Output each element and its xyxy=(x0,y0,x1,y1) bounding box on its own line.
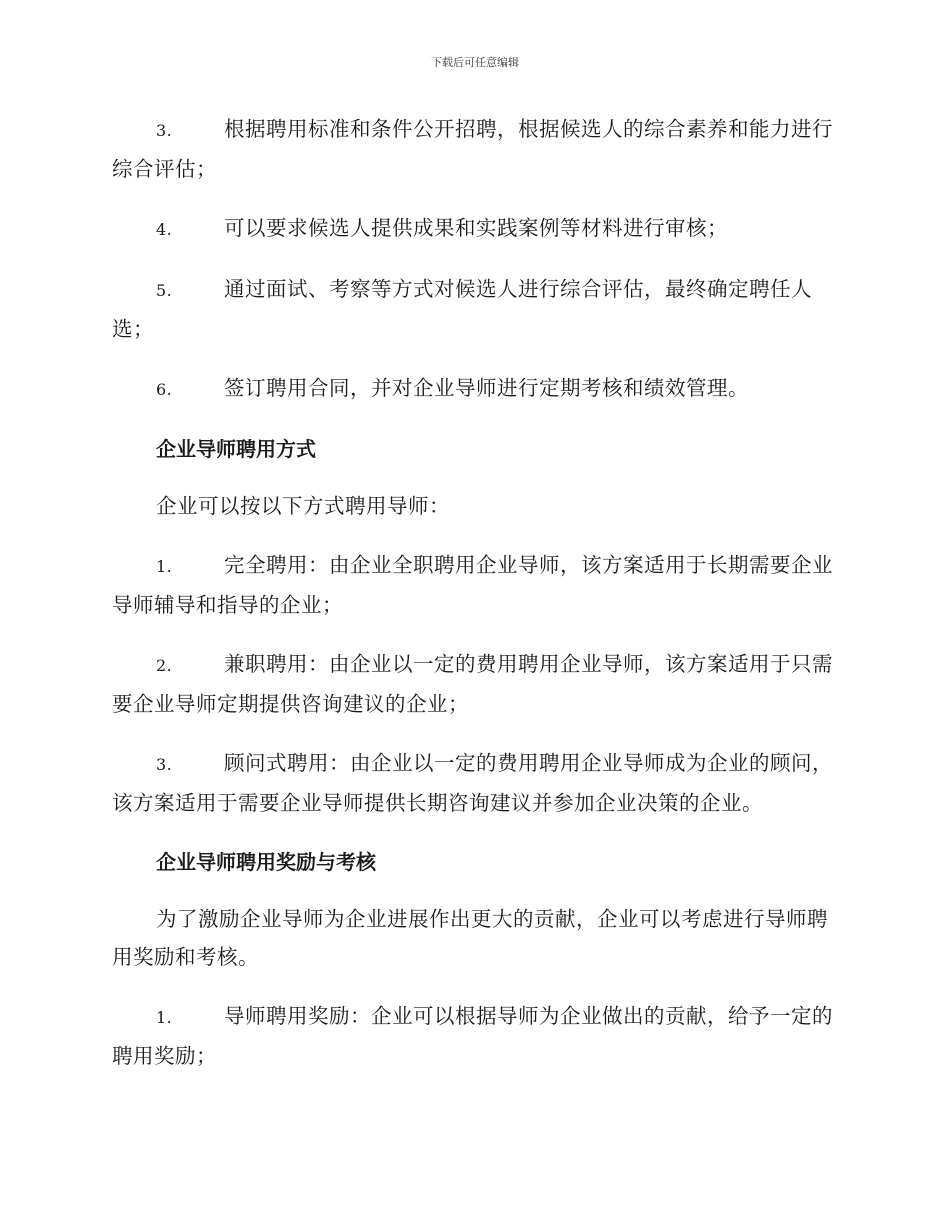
list-text: 完全聘用：由企业全职聘用企业导师，该方案适用于长期需要企业导师辅导和指导的企业； xyxy=(112,553,833,617)
list-number: 1. xyxy=(156,557,173,576)
list-text: 可以要求候选人提供成果和实践案例等材料进行审核； xyxy=(224,216,728,240)
section-intro: 为了激励企业导师为企业进展作出更大的贡献，企业可以考虑进行导师聘用奖励和考核。 xyxy=(112,907,828,969)
section-intro: 企业可以按以下方式聘用导师： xyxy=(156,494,450,518)
list-number: 1. xyxy=(156,1008,173,1027)
list-item xyxy=(112,110,834,188)
list-text: 导师聘用奖励：企业可以根据导师为企业做出的贡献，给予一定的聘用奖励； xyxy=(112,1004,833,1068)
list-text: 兼职聘用：由企业以一定的费用聘用企业导师，该方案适用于只需要企业导师定期提供咨询建议的企业； xyxy=(112,652,833,716)
list-item xyxy=(112,546,834,624)
list-number: 6. xyxy=(156,380,173,399)
list-text: 签订聘用合同，并对企业导师进行定期考核和绩效管理。 xyxy=(224,376,749,400)
list-item xyxy=(112,997,834,1075)
list-item xyxy=(112,369,834,409)
list-text: 通过面试、考察等方式对候选人进行综合评估，最终确定聘任人选； xyxy=(112,277,812,341)
list-item xyxy=(112,270,834,348)
list-number: 4. xyxy=(156,220,173,239)
list-text: 顾问式聘用：由企业以一定的费用聘用企业导师成为企业的顾问，该方案适用于需要企业导师提供长期咨询建议并参加企业决策的企业。 xyxy=(112,751,833,815)
list-number: 3. xyxy=(156,755,173,774)
list-item xyxy=(112,744,834,822)
section-heading: 企业导师聘用奖励与考核 xyxy=(156,850,376,874)
list-text: 根据聘用标准和条件公开招聘，根据候选人的综合素养和能力进行综合评估； xyxy=(112,117,833,181)
list-number: 2. xyxy=(156,656,173,675)
list-item xyxy=(112,645,834,723)
list-item xyxy=(112,209,834,249)
list-number: 3. xyxy=(156,121,173,140)
document-body xyxy=(112,110,834,1096)
list-number: 5. xyxy=(156,281,173,300)
page-header: 下载后可任意编辑 xyxy=(431,56,519,69)
section-heading: 企业导师聘用方式 xyxy=(156,437,316,461)
